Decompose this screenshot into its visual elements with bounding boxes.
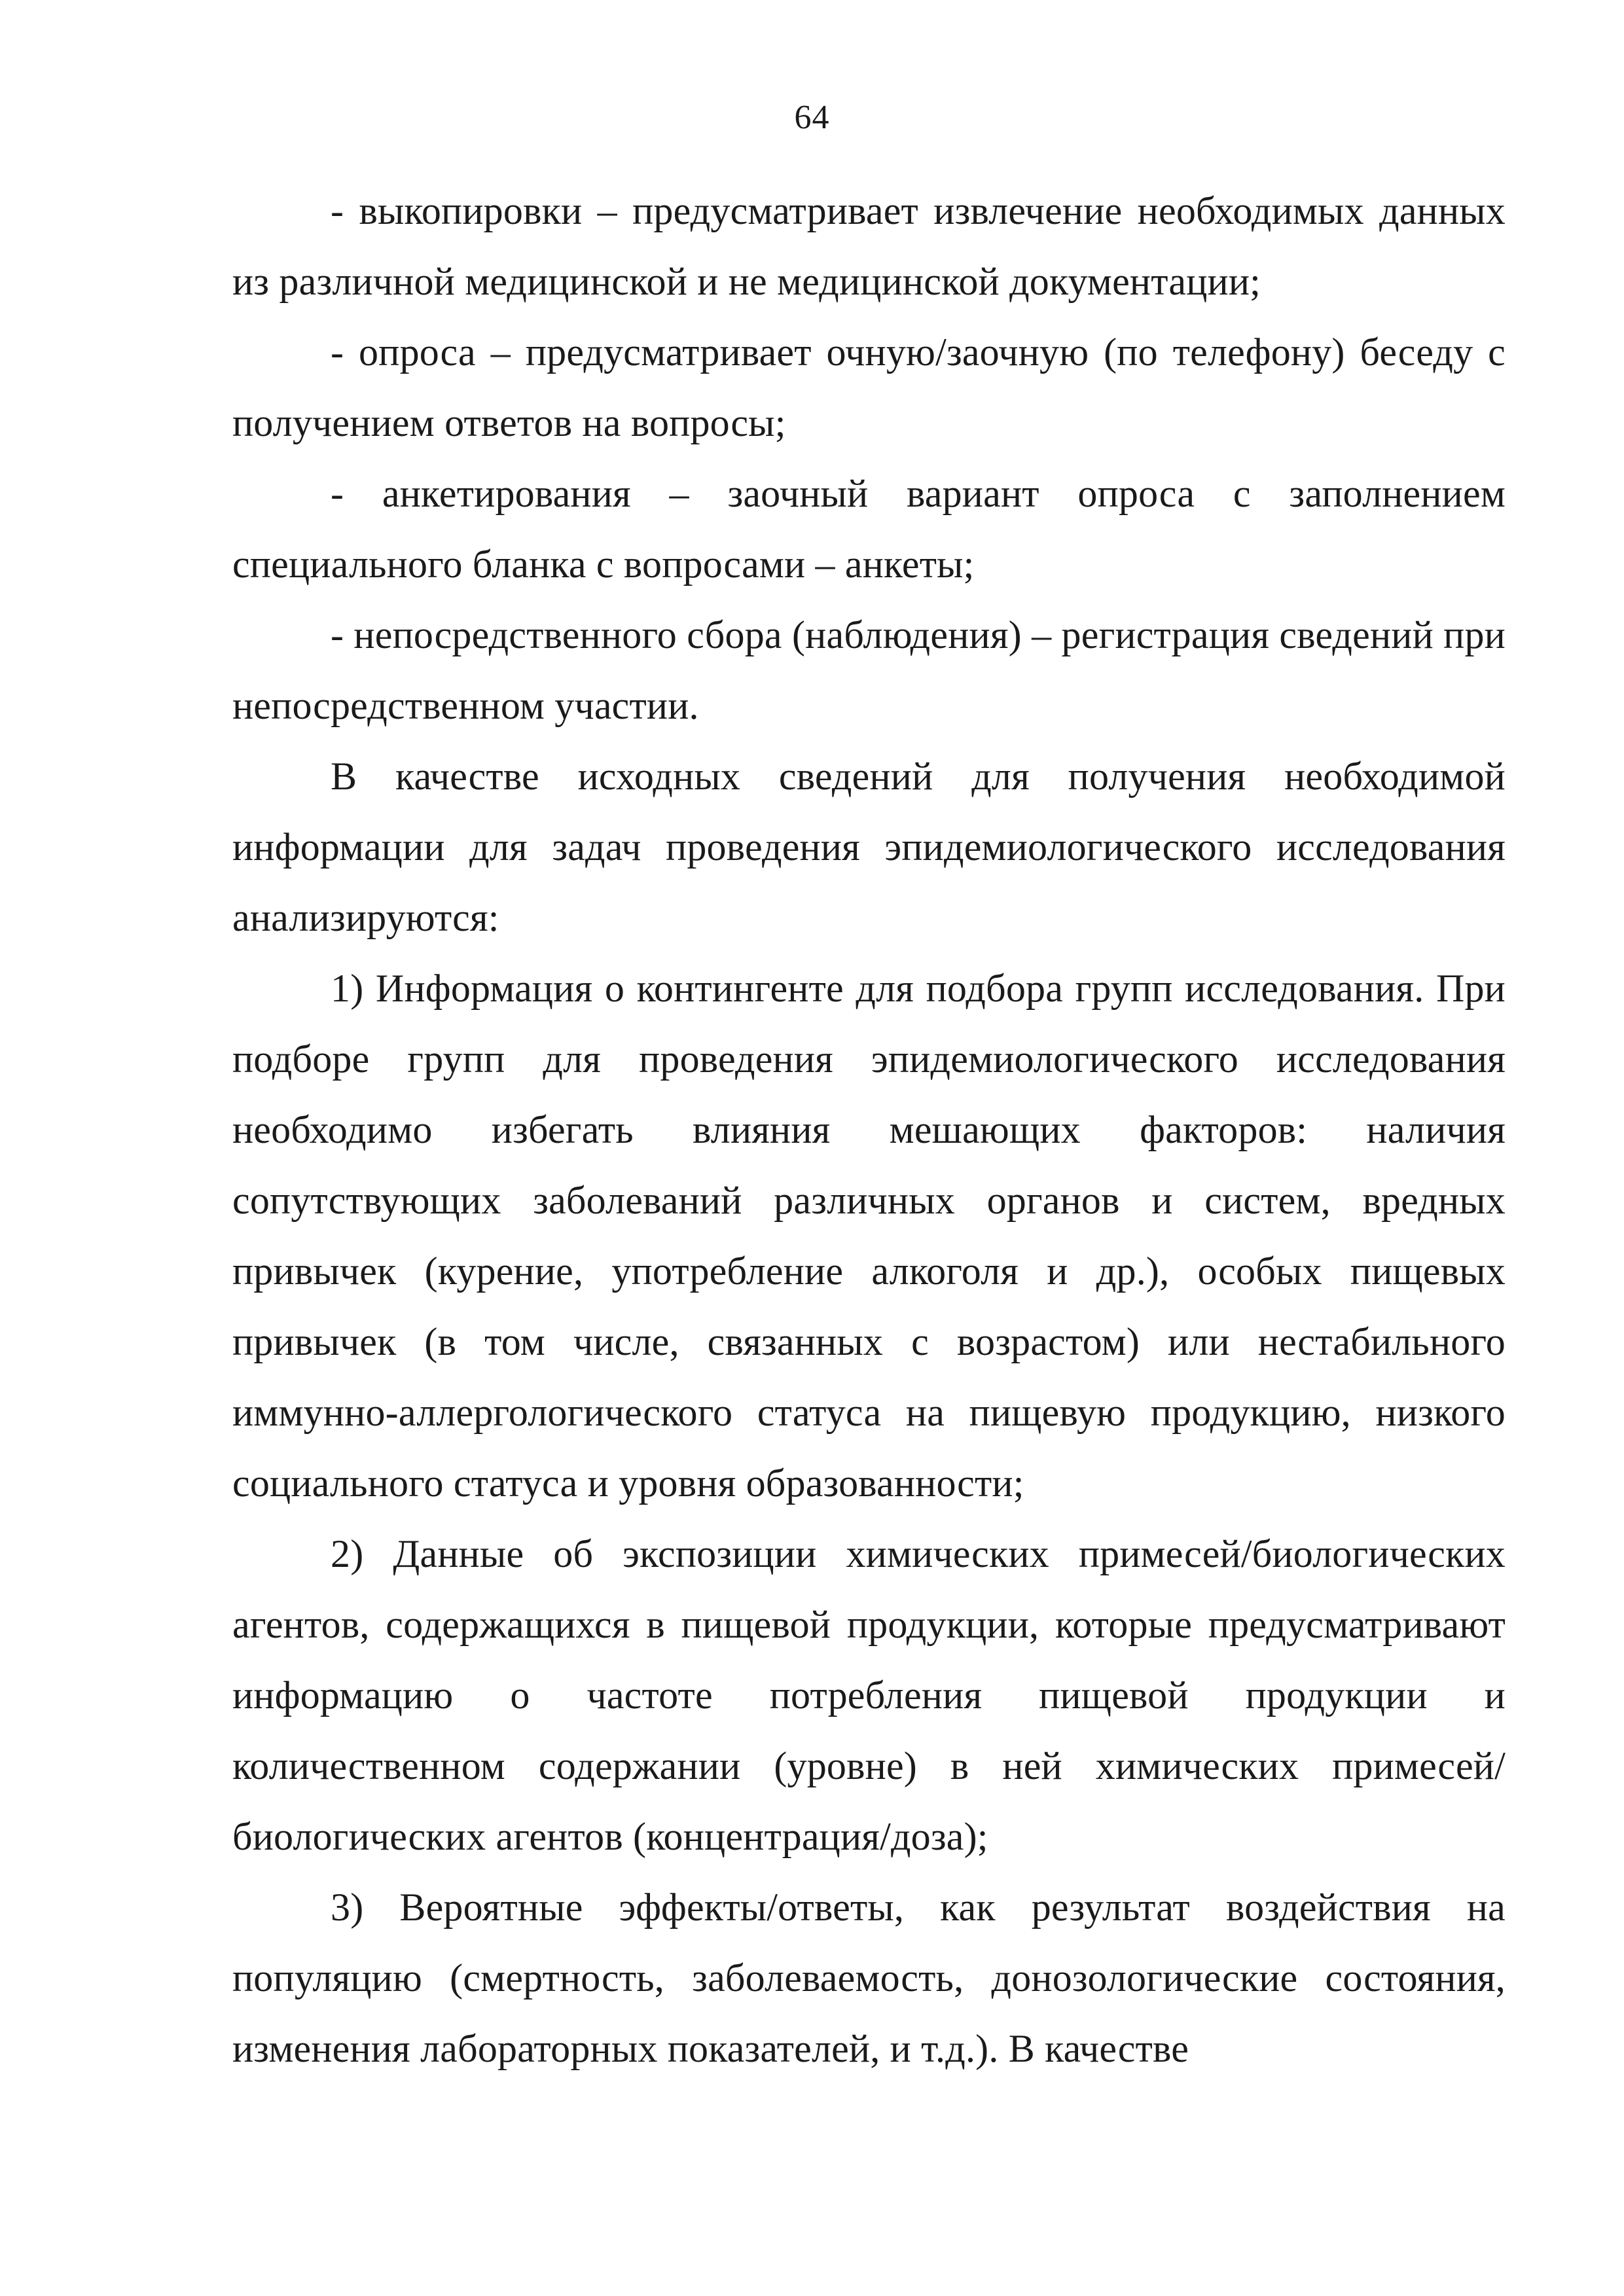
paragraph-extraction-method: - выкопировки – предусматривает извлечение необходимых данных из различной медицинской и не медицинской документации;	[232, 189, 1506, 303]
paragraph-item-3-effects: 3) Вероятные эффекты/ответы, как результат воздействия на популяцию (смертность, заболеваемость, донозологические состояния, изменения лабораторных показателей, и т.д.). В качестве	[232, 1886, 1506, 2070]
paragraph-survey-method: - опроса – предусматривает очную/заочную (по телефону) беседу с получением ответов на вопросы;	[232, 331, 1506, 444]
paragraph-item-2-exposure: 2) Данные об экспозиции химических примесей/биологических агентов, содержащихся в пищевой продукции, которые предусматривают информацию о частоте потребления пищевой продукции и количественном содержании (уровне) в ней химических примесей/биологических агентов (концентрация/доза);	[232, 1532, 1506, 1858]
page-number: 64	[794, 99, 830, 136]
paragraph-questionnaire-method: - анкетирования – заочный вариант опроса с заполнением специального бланка с вопросами – анкеты;	[232, 472, 1506, 586]
paragraph-source-data-intro: В качестве исходных сведений для получения необходимой информации для задач проведения эпидемиологического исследования анализируются:	[232, 755, 1506, 939]
body-text	[232, 175, 1506, 2084]
paragraph-item-1-contingent: 1) Информация о контингенте для подбора групп исследования. При подборе групп для проведения эпидемиологического исследования необходимо избегать влияния мешающих факторов: наличия сопутствующих заболеваний различных органов и систем, вредных привычек (курение, употребление алкоголя и др.), особых пищевых привычек (в том числе, связанных с возрастом) или нестабильного иммунно-аллергологического статуса на пищевую продукцию, низкого социального статуса и уровня образованности;	[232, 967, 1506, 1505]
paragraph-direct-collection-method: - непосредственного сбора (наблюдения) – регистрация сведений при непосредственном участии.	[232, 613, 1506, 727]
